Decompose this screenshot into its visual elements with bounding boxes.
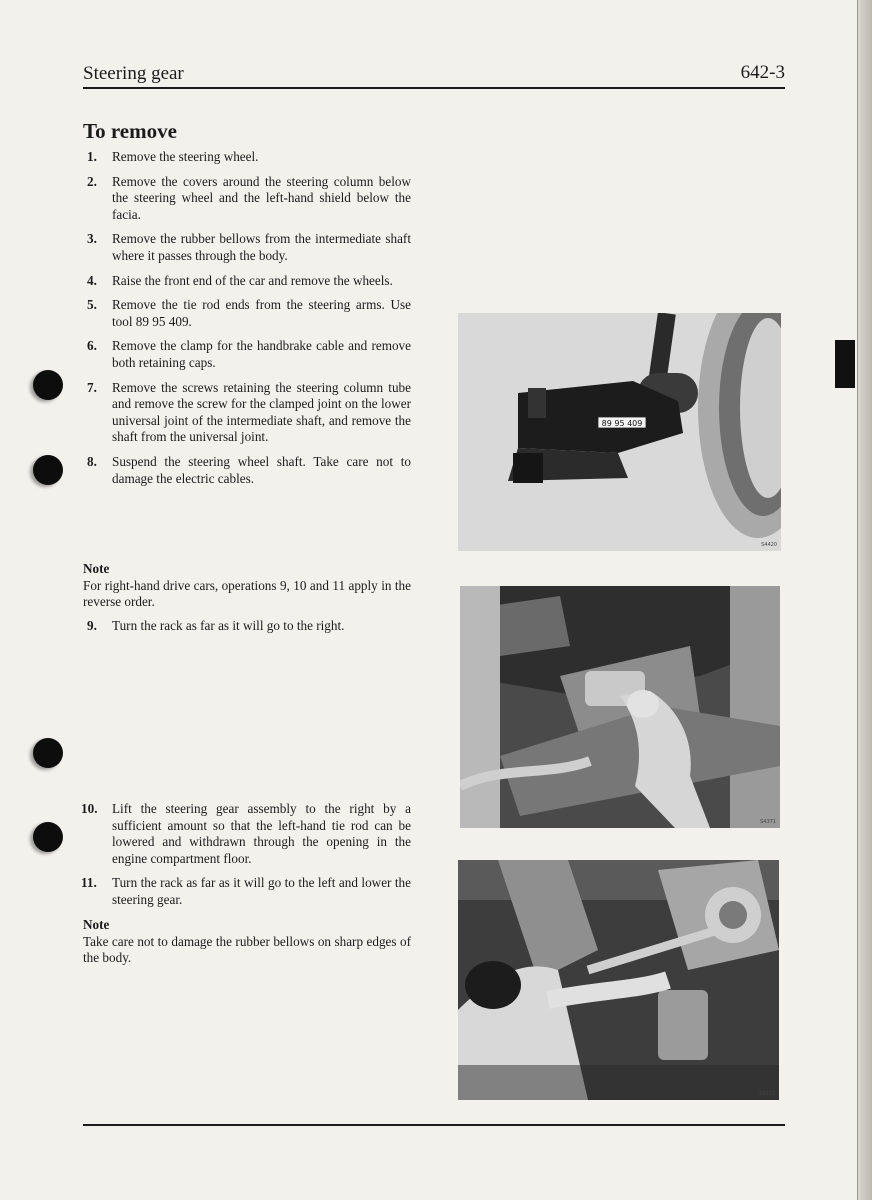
- steps-list-middle: [83, 618, 411, 643]
- binder-hole: [33, 455, 63, 485]
- step-text: Turn the rack as far as it will go to the left and lower the steering gear.: [112, 875, 411, 907]
- tool-number-label: 89 95 409: [601, 419, 643, 428]
- list-item: [83, 380, 411, 446]
- step-number: 11.: [81, 875, 97, 891]
- steering-gear-underside-illustration: [460, 586, 780, 828]
- list-item: [83, 231, 411, 264]
- step-number: 3.: [87, 231, 97, 247]
- photo-lowering-steering-gear: [458, 860, 779, 1100]
- step-text: Remove the clamp for the handbrake cable and remove both retaining caps.: [112, 338, 411, 370]
- note-rubber-bellows: [83, 917, 411, 967]
- list-item: [83, 875, 411, 908]
- binder-hole: [33, 738, 63, 768]
- list-item: [83, 801, 411, 867]
- list-item: [83, 454, 411, 487]
- step-number: 7.: [87, 379, 97, 395]
- step-number: 6.: [87, 338, 97, 354]
- step-number: 8.: [87, 453, 97, 469]
- binder-hole: [33, 822, 63, 852]
- note-text: For right-hand drive cars, operations 9, 10 and 11 apply in the reverse order.: [83, 577, 411, 610]
- photo-tie-rod-puller: [458, 313, 781, 551]
- step-number: 4.: [87, 272, 97, 288]
- steps-list-top: [83, 149, 411, 495]
- list-item: [83, 149, 411, 166]
- step-text: Raise the front end of the car and remove the wheels.: [112, 272, 393, 288]
- step-text: Lift the steering gear assembly to the right by a sufficient amount so that the left-hand tie rod can be lowered and withdrawn through the opening in the engine compartment floor.: [112, 801, 411, 866]
- photo-reference: S4420: [761, 542, 777, 548]
- step-text: Remove the screws retaining the steering column tube and remove the screw for the clamped joint on the lower universal joint of the intermediate shaft, and remove the shaft from the universal joint.: [112, 379, 411, 445]
- step-number: 2.: [87, 173, 97, 189]
- step-number: 9.: [87, 618, 97, 633]
- section-tab-marker: [835, 340, 855, 388]
- footer-rule: [83, 1124, 785, 1126]
- step-text: Remove the tie rod ends from the steering arms. Use tool 89 95 409.: [112, 297, 411, 329]
- list-item: [83, 618, 411, 635]
- header-rule: [83, 87, 785, 89]
- list-item: [83, 174, 411, 224]
- list-item: [83, 338, 411, 371]
- step-text: Turn the rack as far as it will go to the right.: [112, 618, 345, 633]
- step-text: Remove the covers around the steering column below the steering wheel and the left-hand shield below the facia.: [112, 173, 411, 222]
- step-number: 1.: [87, 149, 97, 164]
- step-text: Suspend the steering wheel shaft. Take care not to damage the electric cables.: [112, 453, 411, 486]
- note-heading: Note: [83, 917, 110, 932]
- step-text: Remove the rubber bellows from the intermediate shaft where it passes through the body.: [112, 231, 411, 263]
- step-number: 10.: [81, 801, 98, 816]
- lowering-steering-gear-illustration: [458, 860, 779, 1100]
- tie-rod-puller-illustration: [458, 313, 781, 551]
- page-edge: [858, 0, 872, 1200]
- photo-steering-gear-underside: [460, 586, 780, 828]
- photo-reference: S4372: [759, 1091, 775, 1097]
- section-title: To remove: [83, 119, 177, 143]
- binder-hole: [33, 370, 63, 400]
- steps-list-bottom: [83, 801, 411, 917]
- list-item: [83, 273, 411, 290]
- note-heading: Note: [83, 561, 110, 576]
- list-item: [83, 297, 411, 330]
- page-number: 642-3: [740, 62, 785, 83]
- step-text: Remove the steering wheel.: [112, 149, 259, 164]
- photo-reference: S4371: [760, 819, 776, 825]
- step-number: 5.: [87, 297, 97, 313]
- header-title: Steering gear: [83, 63, 184, 84]
- note-text: Take care not to damage the rubber bellows on sharp edges of the body.: [83, 933, 411, 966]
- note-right-hand-drive: [83, 561, 411, 611]
